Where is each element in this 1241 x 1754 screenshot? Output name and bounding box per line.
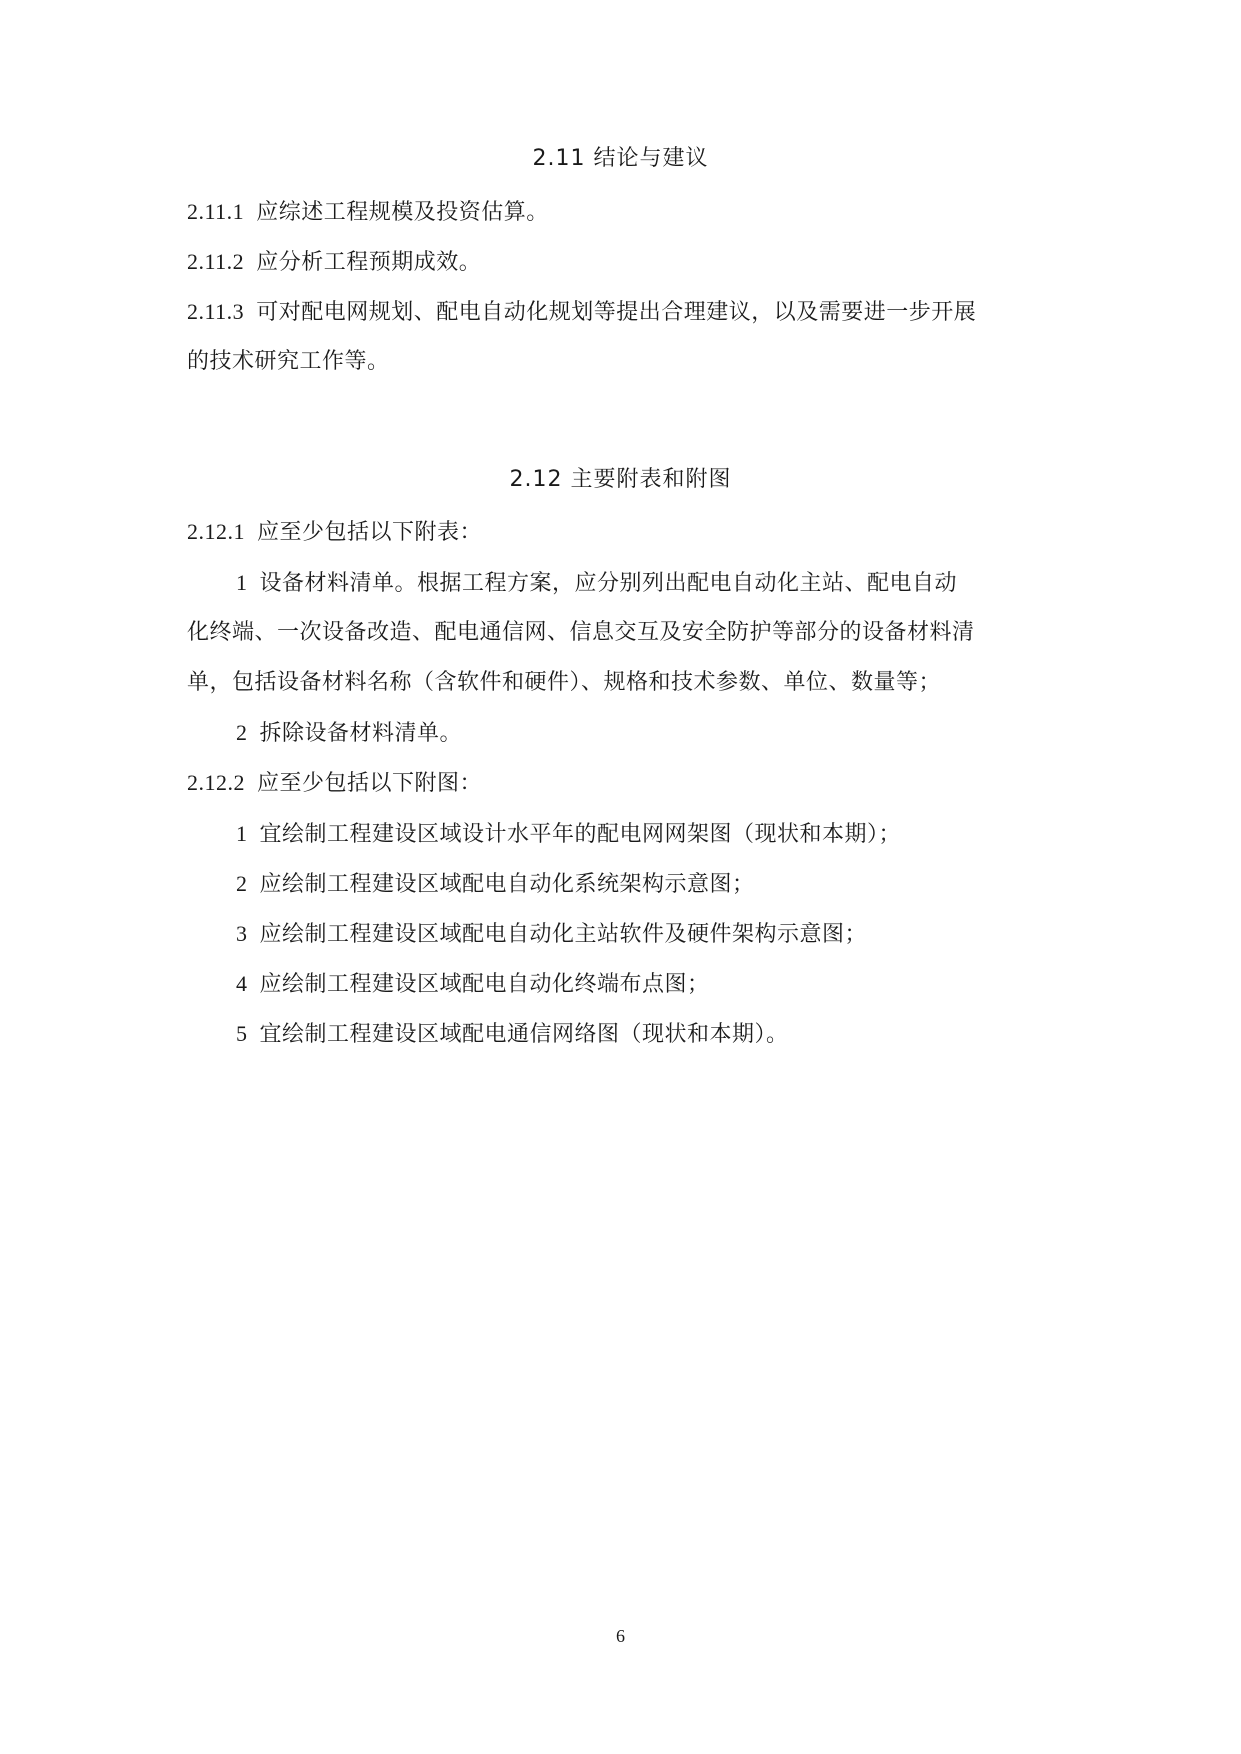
list-item-number: 2 <box>236 720 248 745</box>
list-item-table-1-continuation-1: 化终端、一次设备改造、配电通信网、信息交互及安全防护等部分的设备材料清 <box>187 620 975 645</box>
clause-text: 应至少包括以下附表： <box>257 520 483 545</box>
list-item-figure-4 <box>236 969 710 1000</box>
clause-number: 2.11.3 <box>187 299 245 324</box>
list-item-table-2 <box>236 718 462 749</box>
clause-text: 应至少包括以下附图： <box>257 771 483 796</box>
clause-text: 应分析工程预期成效。 <box>256 250 482 275</box>
list-item-table-1-continuation-2: 单，包括设备材料名称（含软件和硬件）、规格和技术参数、单位、数量等； <box>187 670 942 695</box>
list-item-figure-2 <box>236 869 755 900</box>
list-item-figure-3 <box>236 919 867 950</box>
list-item-number: 5 <box>236 1021 248 1046</box>
clause-2-11-3-continuation: 的技术研究工作等。 <box>187 349 390 374</box>
list-item-text: 设备材料清单。根据工程方案，应分别列出配电自动化主站、配电自动 <box>259 571 958 596</box>
clause-number: 2.12.2 <box>187 770 245 795</box>
section-heading-2-11: 2.11 结论与建议 <box>532 146 709 171</box>
clause-2-11-3 <box>187 297 976 328</box>
clause-text: 可对配电网规划、配电自动化规划等提出合理建议，以及需要进一步开展 <box>256 300 977 325</box>
clause-2-12-1 <box>187 517 482 548</box>
page-number: 6 <box>616 1626 625 1646</box>
list-item-text: 拆除设备材料清单。 <box>259 721 463 746</box>
section-heading-2-12: 2.12 主要附表和附图 <box>509 467 732 492</box>
list-item-number: 1 <box>236 821 248 846</box>
list-item-figure-5 <box>236 1019 789 1050</box>
list-item-table-1 <box>236 568 957 599</box>
list-item-number: 4 <box>236 971 248 996</box>
list-item-number: 3 <box>236 921 248 946</box>
list-item-number: 1 <box>236 570 248 595</box>
list-item-text: 宜绘制工程建设区域设计水平年的配电网网架图（现状和本期）； <box>259 822 902 847</box>
clause-2-11-2 <box>187 247 481 278</box>
list-item-text: 应绘制工程建设区域配电自动化终端布点图； <box>259 972 710 997</box>
list-item-text: 应绘制工程建设区域配电自动化主站软件及硬件架构示意图； <box>259 922 868 947</box>
clause-number: 2.11.1 <box>187 199 245 224</box>
list-item-text: 宜绘制工程建设区域配电通信网络图（现状和本期）。 <box>259 1022 789 1047</box>
list-item-figure-1 <box>236 819 901 850</box>
clause-text: 应综述工程规模及投资估算。 <box>256 200 549 225</box>
clause-number: 2.12.1 <box>187 519 245 544</box>
list-item-text: 应绘制工程建设区域配电自动化系统架构示意图； <box>259 872 755 897</box>
clause-number: 2.11.2 <box>187 249 245 274</box>
list-item-number: 2 <box>236 871 248 896</box>
clause-2-11-1 <box>187 197 549 228</box>
clause-2-12-2 <box>187 768 482 799</box>
